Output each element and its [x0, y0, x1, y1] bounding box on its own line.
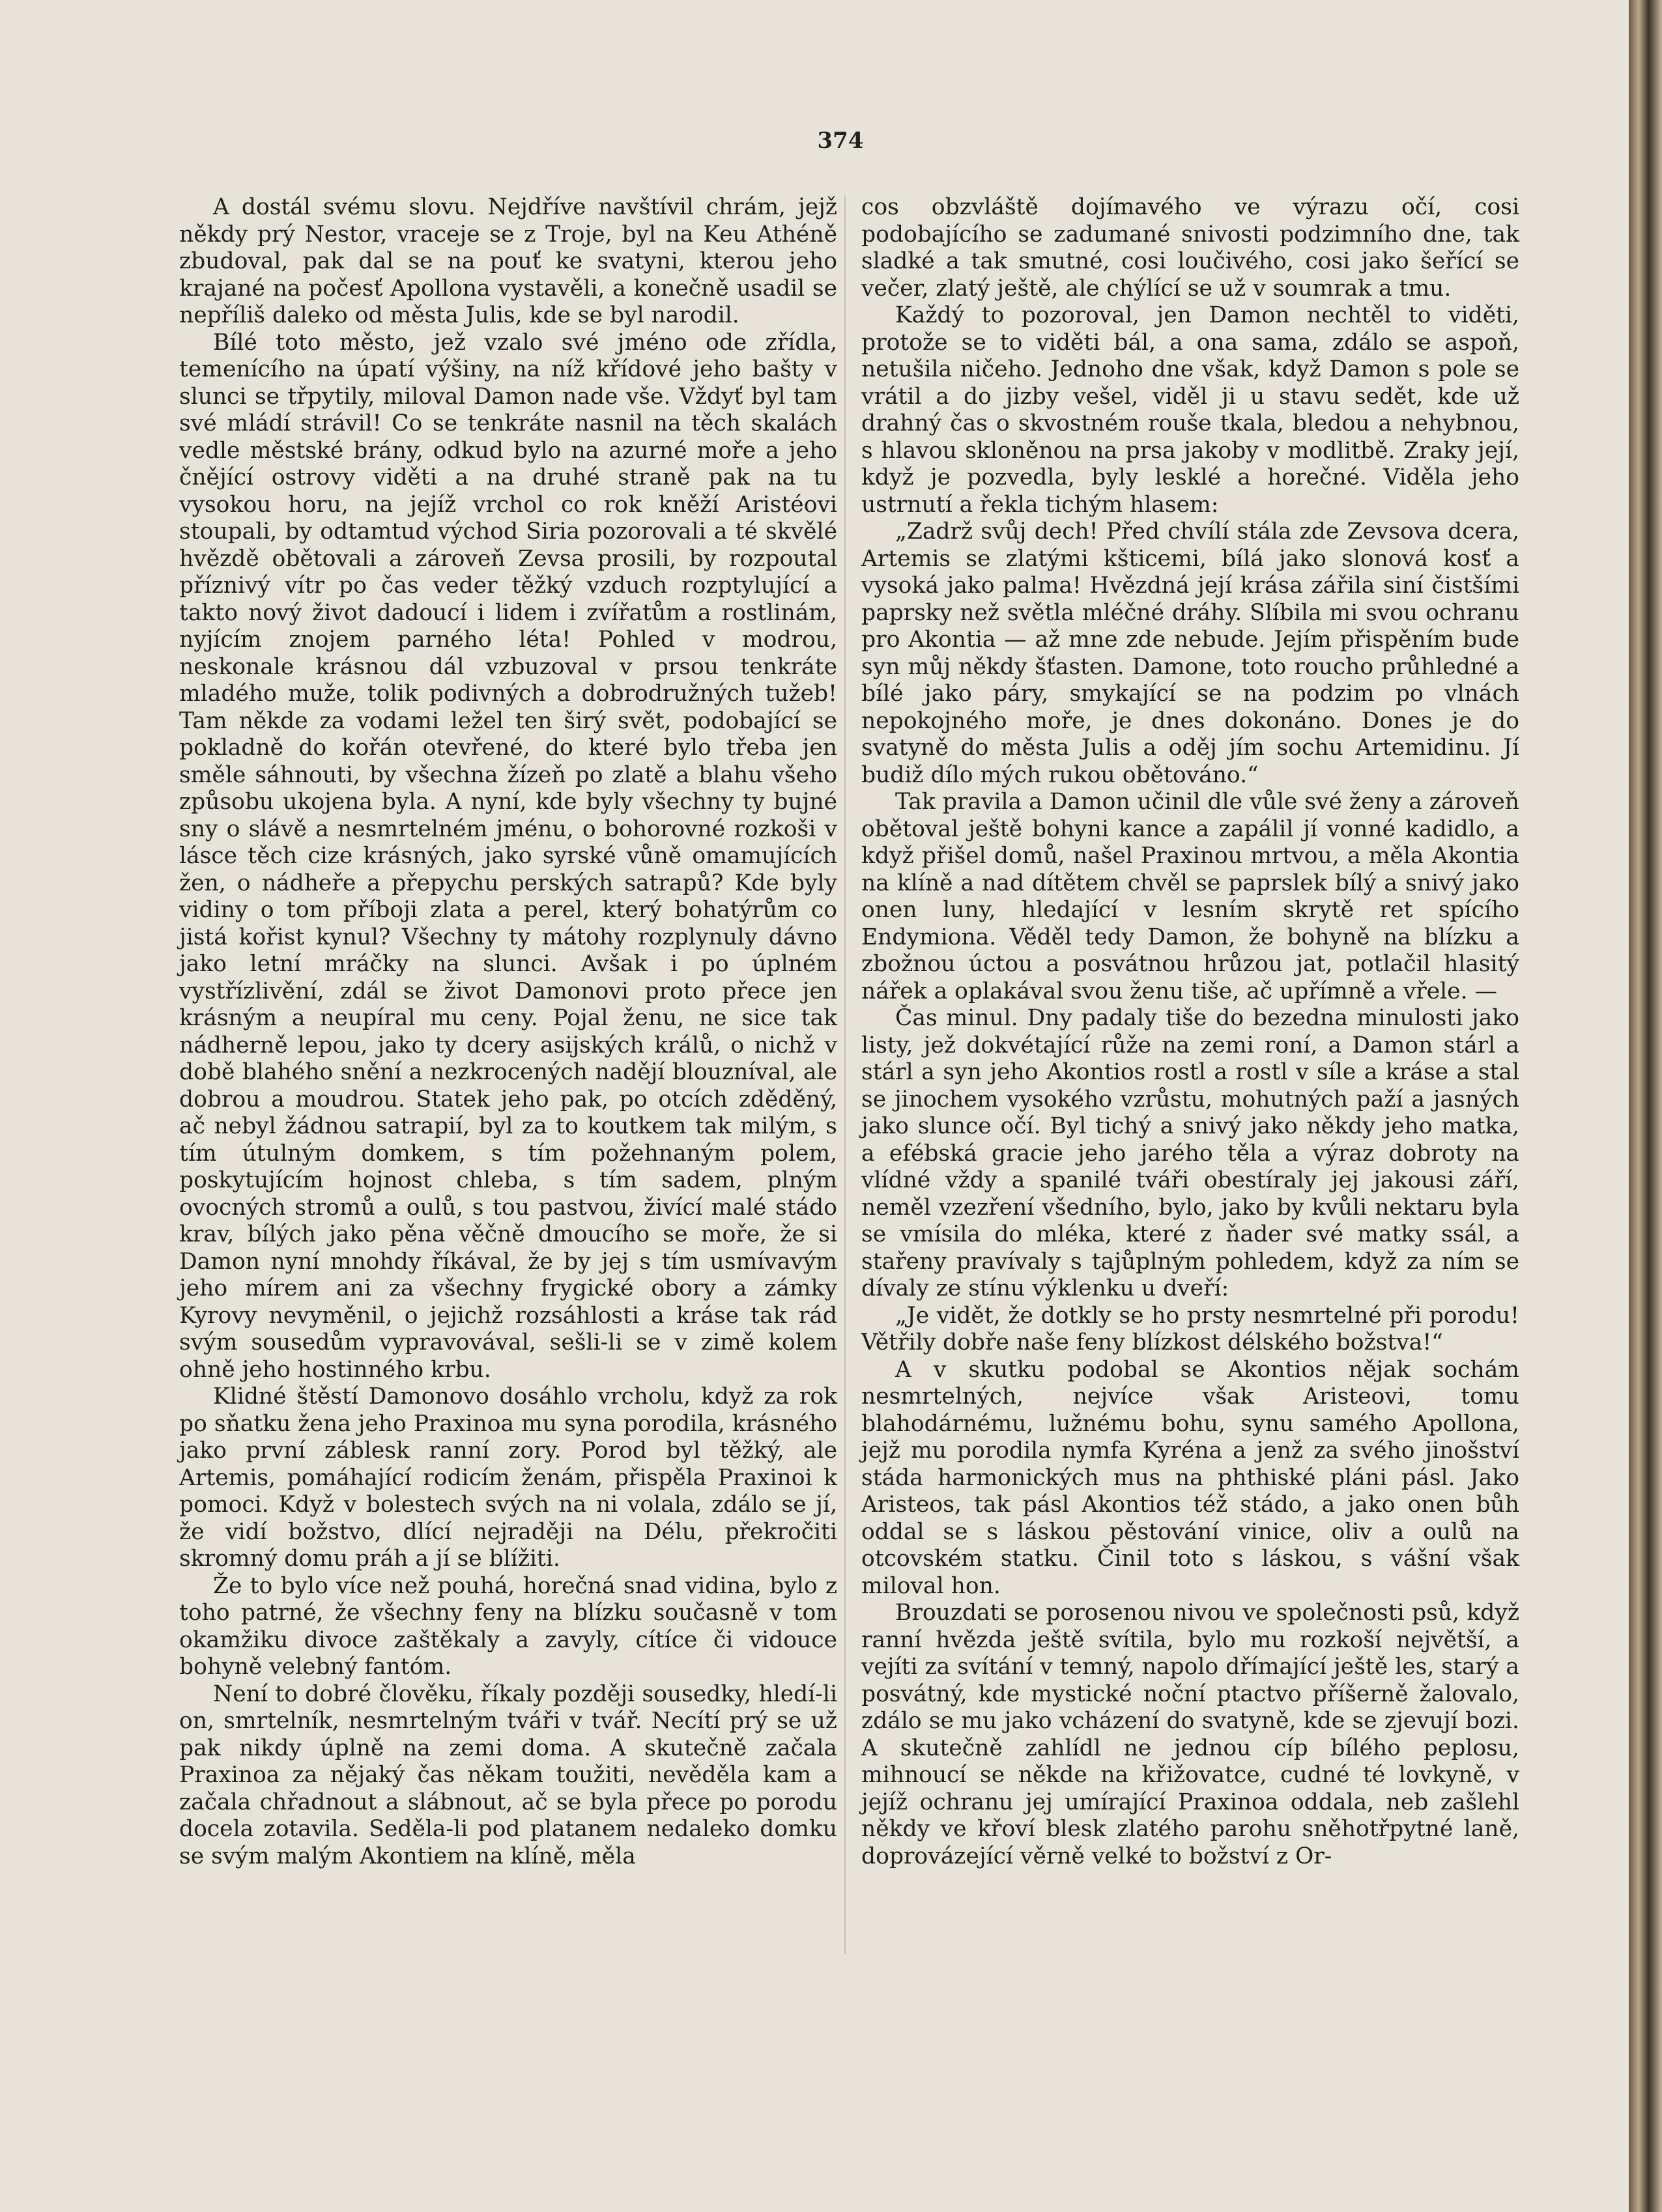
paragraph: Brouzdati se porosenou nivou ve společnosti psů, když ranní hvězda ještě svítila, bylo mu rozkoší největší, a vejíti za svítání v temný, napolo dřímající ještě les, starý a posvátný, kde mystické noční ptactvo příšerně žalovalo, zdálo se mu jako vcházení do svatyně, kde se zjevují bozi. A skutečně zahlídl ne jednou cíp bílého peplosu, mihnoucí se někde na křižovatce, cudné té lovkyně, v jejíž ochranu jej umírající Praxinoa oddala, neb zašlehl někdy ve křoví blesk zlatého parohu sněhotřpytné laně, doprovázející věrně velké to božství z Or- [861, 1600, 1519, 1869]
paragraph: Každý to pozoroval, jen Damon nechtěl to viděti, protože se to viděti bál, a ona sama, zdálo se aspoň, netušila ničeho. Jednoho dne však, když Damon s pole se vrátil a do jizby vešel, viděl ji u stavu sedět, kde už drahný čas o skvostném rouše tkala, bledou a nehybnou, s hlavou skloněnou na prsa jakoby v modlitbě. Zraky její, když je pozvedla, byly lesklé a horečné. Viděla jeho ustrnutí a řekla tichým hlasem: [861, 302, 1519, 518]
left-text-column [179, 194, 837, 1870]
paragraph: Není to dobré člověku, říkaly později sousedky, hledí-li on, smrtelník, nesmrtelným tváři v tvář. Necítí prý se už pak nikdy úplně na zemi doma. A skutečně začala Praxinoa za nějaký čas někam toužiti, nevěděla kam a začala chřadnout a slábnout, ač se byla přece po porodu docela zotavila. Seděla-li pod platanem nedaleko domku se svým malým Akontiem na klíně, měla [179, 1680, 837, 1869]
book-page-edge [1629, 0, 1662, 2212]
paragraph: Tak pravila a Damon učinil dle vůle své ženy a zároveň obětoval ještě bohyni kance a zapálil jí vonné kadidlo, a když přišel domů, našel Praxinou mrtvou, a měla Akontia na klíně a nad dítětem chvěl se paprslek bílý a snivý jako onen luny, hledající v lesním skrytě ret spícího Endymiona. Věděl tedy Damon, že bohyně na blízku a zbožnou úctou a posvátnou hrůzou jat, potlačil hlasitý nářek a oplakával svou ženu tiše, ač upřímně a vřele. — [861, 789, 1519, 1004]
paragraph: Klidné štěstí Damonovo dosáhlo vrcholu, když za rok po sňatku žena jeho Praxinoa mu syna porodila, krásného jako první záblesk ranní zory. Porod byl těžký, ale Artemis, pomáhající rodicím ženám, přispěla Praxinoi k pomoci. Když v bolestech svých na ni volala, zdálo se jí, že vidí božstvo, dlící nejraději na Délu, překročiti skromný domu práh a jí se blížiti. [179, 1383, 837, 1572]
paragraph: „Je vidět, že dotkly se ho prsty nesmrtelné při porodu! Větřily dobře naše feny blízkost délského božstva!“ [861, 1302, 1519, 1355]
column-divider [844, 195, 846, 1954]
paragraph: „Zadrž svůj dech! Před chvílí stála zde Zevsova dcera, Artemis se zlatými kšticemi, bílá jako slonová kosť a vysoká jako palma! Hvězdná její krása zářila siní čistšími paprsky než světla mléčné dráhy. Slíbila mi svou ochranu pro Akontia — až mne zde nebude. Jejím přispěním bude syn můj někdy šťasten. Damone, toto roucho průhledné a bílé jako páry, smykající se na podzim po vlnách nepokojného moře, je dnes dokonáno. Dones je do svatyně do města Julis a oděj jím sochu Artemidinu. Jí budiž dílo mých rukou obětováno.“ [861, 518, 1519, 788]
paragraph: cos obzvláště dojímavého ve výrazu očí, cosi podobajícího se zadumané snivosti podzimního dne, tak sladké a tak smutné, cosi loučivého, cosi jako šeřící se večer, zlatý ještě, ale chýlící se už v soumrak a tmu. [861, 194, 1519, 302]
paragraph: Bílé toto město, jež vzalo své jméno ode zřídla, temenícího na úpatí výšiny, na níž křídové jeho bašty v slunci se třpytily, miloval Damon nade vše. Vždyť byl tam své mládí strávil! Co se tenkráte nasnil na těch skalách vedle městské brány, odkud bylo na azurné moře a jeho čnějící ostrovy viděti a na druhé straně pak na tu vysokou horu, na jejíž vrchol co rok kněží Aristéovi stoupali, by odtamtud východ Siria pozorovali a té skvělé hvězdě obětovali a zároveň Zevsa prosili, by rozpoutal příznivý vítr po čas veder těžký vzduch rozptylující a takto nový život dadoucí i lidem i zvířatům a rostlinám, nyjícím znojem parného léta! Pohled v modrou, neskonale krásnou dál vzbuzoval v prsou tenkráte mladého muže, tolik podivných a dobrodružných tužeb! Tam někde za vodami ležel ten širý svět, podobající se pokladně do kořán otevřené, do které bylo třeba jen směle sáhnouti, by všechna žízeň po zlatě a blahu všeho způsobu ukojena byla. A nyní, kde byly všechny ty bujné sny o slávě a nesmrtelném jménu, o bohorovné rozkoši v lásce těch cize krásných, jako syrské vůně omamujících žen, o nádheře a přepychu perských satrapů? Kde byly vidiny o tom příboji zlata a perel, který bohatýrům co jistá kořist kynul? Všechny ty mátohy rozplynuly dávno jako letní mráčky na slunci. Avšak i po úplném vystřízlivění, zdál se život Damonovi proto přece jen krásným a neupíral mu ceny. Pojal ženu, ne sice tak nádherně lepou, jako ty dcery asijských králů, o nichž v době blahého snění a nezkrocených nadějí blouzníval, ale dobrou a moudrou. Statek jeho pak, po otcích zděděný, ač nebyl žádnou satrapií, byl za to koutkem tak milým, s tím útulným domkem, s tím požehnaným polem, poskytujícím hojnost chleba, s tím sadem, plným ovocných stromů a oulů, s tou pastvou, živící malé stádo krav, bílých jako pěna věčně dmoucího se moře, že si Damon nyní mnohdy říkával, že by jej s tím usmívavým jeho mírem ani za všechny frygické obory a zámky Kyrovy nevyměnil, o jejichž rozsáhlosti a kráse tak rád svým sousedům vypravovával, sešli-li se v zimě kolem ohně jeho hostinného krbu. [179, 329, 837, 1383]
paragraph: Že to bylo více než pouhá, horečná snad vidina, bylo z toho patrné, že všechny feny na blízku současně v tom okamžiku divoce zaštěkaly a zavyly, cítíce či vidouce bohyně velebný fantóm. [179, 1572, 837, 1680]
page-number: 374 [817, 128, 864, 154]
right-text-column [861, 194, 1519, 1870]
paragraph: A v skutku podobal se Akontios nějak sochám nesmrtelných, nejvíce však Aristeovi, tomu blahodárnému, lužnému bohu, synu samého Apollona, jejž mu porodila nymfa Kyréna a jenž za svého jinošství stáda harmonických mus na phthiské pláni pásl. Jako Aristeos, tak pásl Akontios též stádo, a jako onen bůh oddal se s láskou pěstování vinice, oliv a oulů na otcovském statku. Činil toto s láskou, s vášní však miloval hon. [861, 1356, 1519, 1599]
paragraph: A dostál svému slovu. Nejdříve navštívil chrám, jejž někdy prý Nestor, vraceje se z Troje, byl na Keu Athéně zbudoval, pak dal se na pouť ke svatyni, kterou jeho krajané na počesť Apollona vystavěli, a konečně usadil se nepříliš daleko od města Julis, kde se byl narodil. [179, 194, 837, 328]
paragraph: Čas minul. Dny padaly tiše do bezedna minulosti jako listy, jež dokvétající růže na zemi roní, a Damon stárl a stárl a syn jeho Akontios rostl a rostl v síle a kráse a stal se jinochem vysokého vzrůstu, mohutných paží a jasných jako slunce očí. Byl tichý a snivý jako někdy jeho matka, a efébská gracie jeho jarého těla a výraz dobroty na vlídné vždy a spanilé tváři obestíraly jej jakousi září, neměl vzezření všedního, bylo, jako by kvůli nektaru byla se vmísila do mléka, které z ňader své matky ssál, a stařeny pravívaly s tajůplným pohledem, když za ním se dívaly ze stínu výklenku u dveří: [861, 1005, 1519, 1301]
